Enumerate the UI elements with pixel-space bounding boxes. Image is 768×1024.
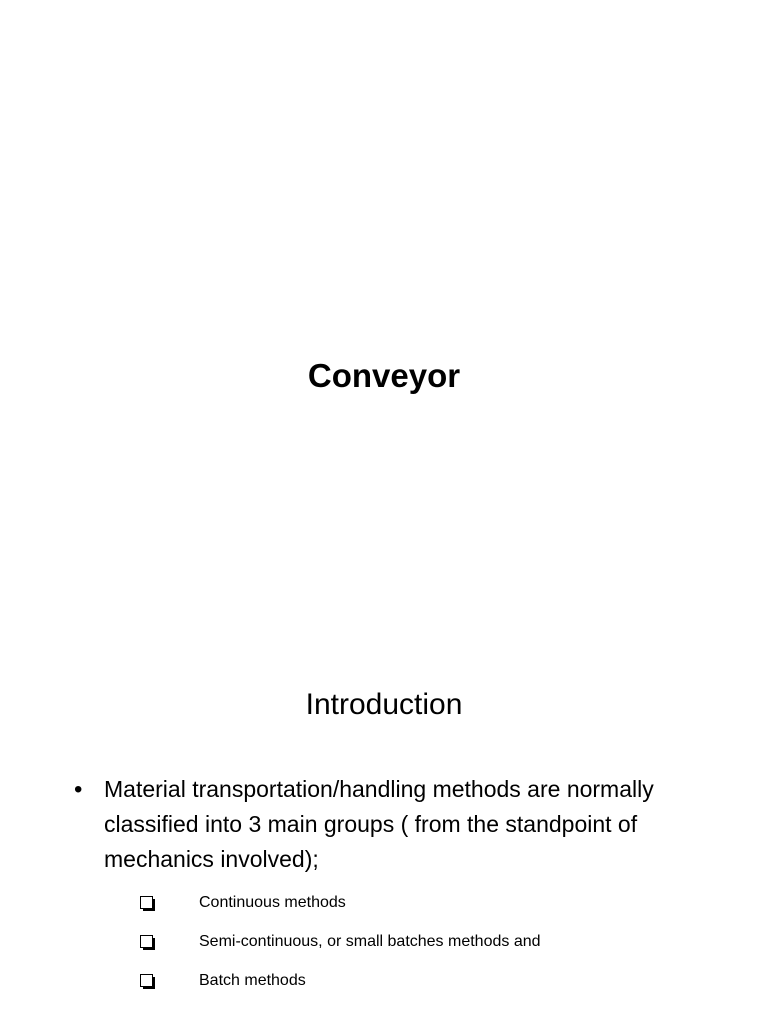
sub-item-semi-continuous	[140, 930, 541, 954]
bullet-point	[74, 772, 714, 877]
bullet-icon: •	[74, 776, 83, 803]
sub-item-batch	[140, 969, 306, 993]
sub-item-label: Batch methods	[199, 972, 306, 989]
bullet-text: Material transportation/handling methods are normally classified into 3 main groups ( from the standpoint of mechanics involved);	[104, 776, 654, 872]
section-heading: Introduction	[305, 688, 463, 721]
sub-item-label: Continuous methods	[199, 894, 346, 911]
checkbox-icon	[140, 935, 155, 950]
sub-item-label: Semi-continuous, or small batches methods and	[199, 933, 541, 950]
checkbox-icon	[140, 974, 155, 989]
slide-title: Conveyor	[307, 357, 461, 394]
sub-item-continuous	[140, 891, 346, 915]
checkbox-icon	[140, 896, 155, 911]
